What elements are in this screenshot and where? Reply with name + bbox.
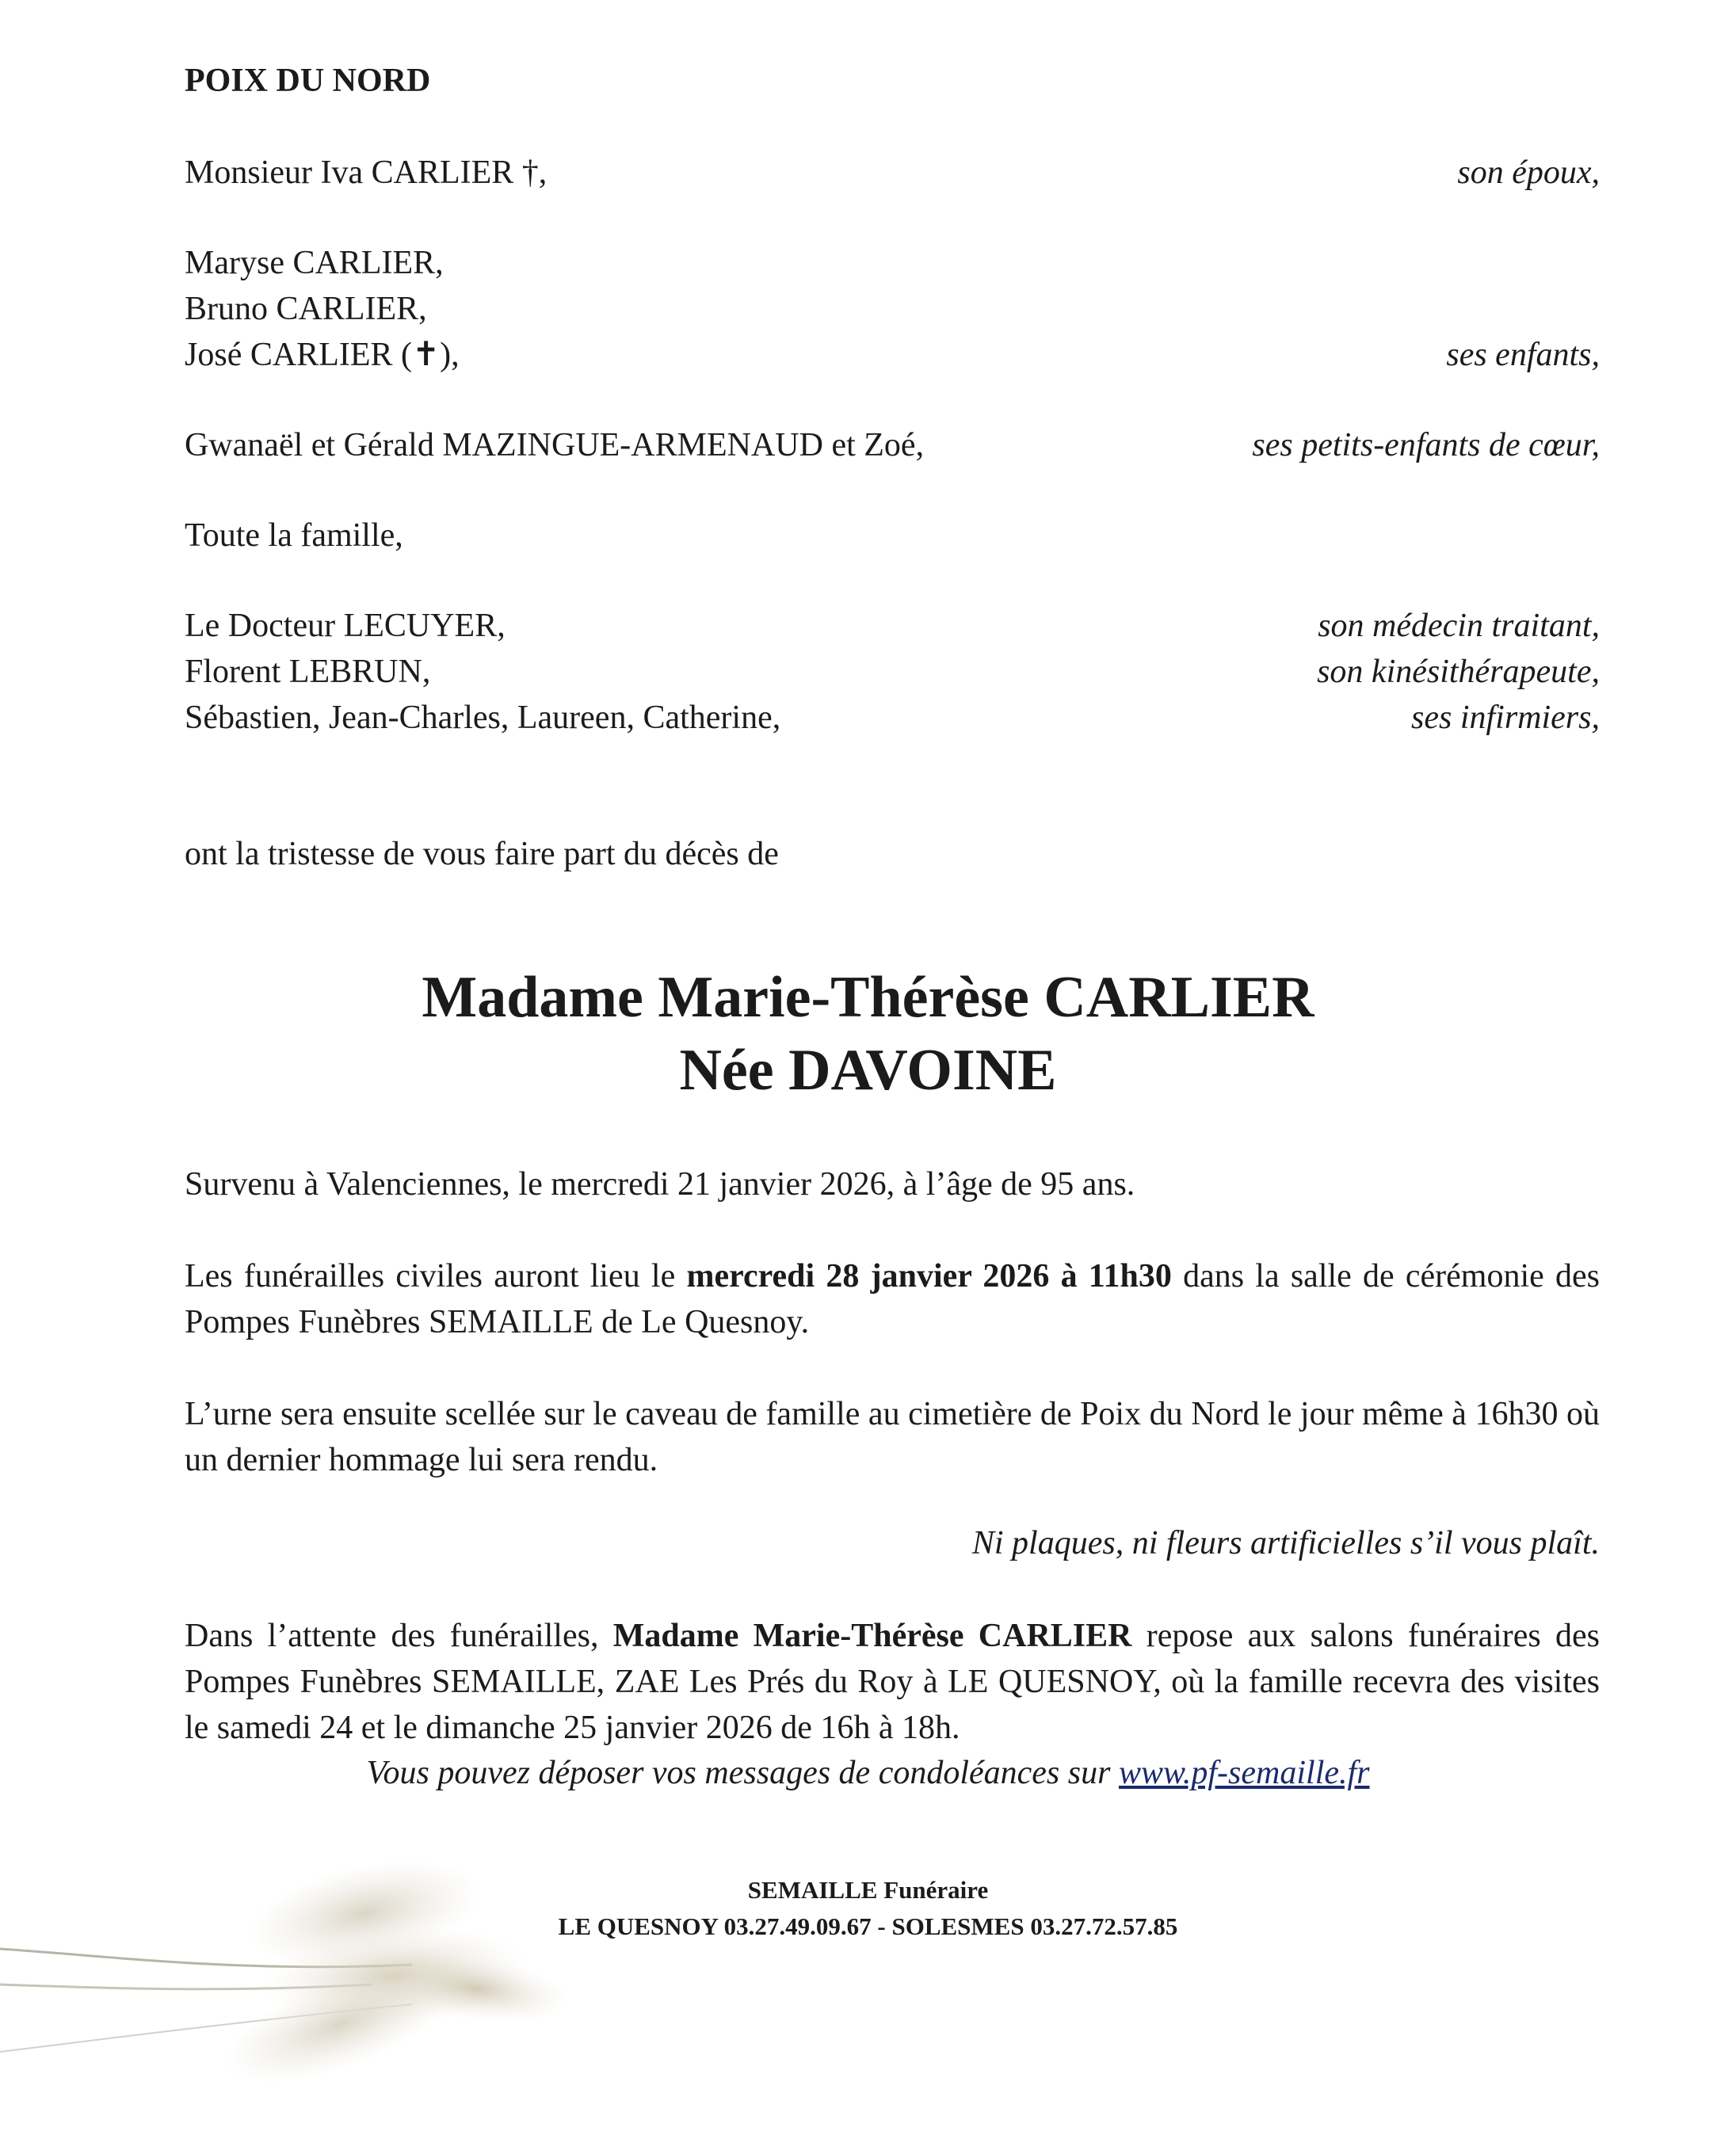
funeral-date-time: mercredi 28 janvier 2026 à 11h30 bbox=[686, 1258, 1172, 1294]
family-name-9: Sébastien, Jean-Charles, Laureen, Catherine, bbox=[185, 700, 781, 736]
family-name-7: Le Docteur LECUYER, bbox=[185, 608, 506, 644]
urn-details: L’urne sera ensuite scellée sur le caveau de famille au cimetière de Poix du Nord le jour même à 16h30 où un dernier hommage lui sera rendu. bbox=[185, 1396, 1600, 1478]
visit-text-post: repose aux salons funéraires des Pompes Funèbres SEMAILLE, ZAE Les Prés du Roy à LE QUESNOY, où la famille recevra des visites le samedi 24 et le dimanche 25 janvier 2026 de 16h à 18h. bbox=[185, 1618, 1601, 1746]
family-name-1: Monsieur Iva CARLIER †, bbox=[185, 154, 548, 191]
funeral-text-post: dans la salle de cérémonie des Pompes Funèbres SEMAILLE de Le Quesnoy. bbox=[185, 1258, 1600, 1340]
town-heading: POIX DU NORD bbox=[185, 63, 431, 99]
footer-phones: LE QUESNOY 03.27.49.09.67 - SOLESMES 03.27.72.57.85 bbox=[558, 1912, 1178, 1940]
funeral-details bbox=[185, 1253, 1600, 1345]
family-relation-8: son kinésithérapeute, bbox=[1317, 654, 1600, 690]
family-relation-1: son époux, bbox=[1457, 154, 1600, 191]
visit-deceased-name: Madame Marie-Thérèse CARLIER bbox=[612, 1618, 1132, 1654]
funeral-text-pre: Les funérailles civiles auront lieu le bbox=[185, 1258, 687, 1294]
family-name-3: Bruno CARLIER, bbox=[185, 291, 427, 327]
family-relation-7: son médecin traitant, bbox=[1318, 608, 1600, 644]
condolences-text: Vous pouvez déposer vos messages de condoléances sur bbox=[366, 1755, 1119, 1791]
condolences-link[interactable]: www.pf-semaille.fr bbox=[1118, 1755, 1370, 1791]
family-name-8: Florent LEBRUN, bbox=[185, 654, 431, 690]
deceased-maiden-name: Née DAVOINE bbox=[679, 1038, 1057, 1103]
family-name-5: Gwanaël et Gérald MAZINGUE-ARMENAUD et Zoé, bbox=[185, 427, 925, 463]
condolences-line bbox=[0, 1751, 1736, 1795]
family-relation-5: ses petits-enfants de cœur, bbox=[1252, 427, 1600, 463]
family-relation-4: ses enfants, bbox=[1446, 337, 1600, 373]
visit-text-pre: Dans l’attente des funérailles, bbox=[185, 1618, 613, 1654]
deceased-name: Madame Marie-Thérèse CARLIER bbox=[422, 965, 1314, 1030]
family-relation-9: ses infirmiers, bbox=[1410, 700, 1600, 736]
no-flowers-note: Ni plaques, ni fleurs artificielles s’il vous plaît. bbox=[971, 1525, 1600, 1561]
visit-details bbox=[185, 1613, 1600, 1751]
family-name-6: Toute la famille, bbox=[185, 517, 403, 554]
announcement-text: ont la tristesse de vous faire part du décès de bbox=[185, 836, 779, 872]
family-name-4: José CARLIER (✝), bbox=[185, 337, 460, 373]
family-name-2: Maryse CARLIER, bbox=[185, 245, 444, 281]
death-info: Survenu à Valenciennes, le mercredi 21 janvier 2026, à l’âge de 95 ans. bbox=[185, 1166, 1135, 1203]
footer-company: SEMAILLE Funéraire bbox=[747, 1876, 989, 1904]
